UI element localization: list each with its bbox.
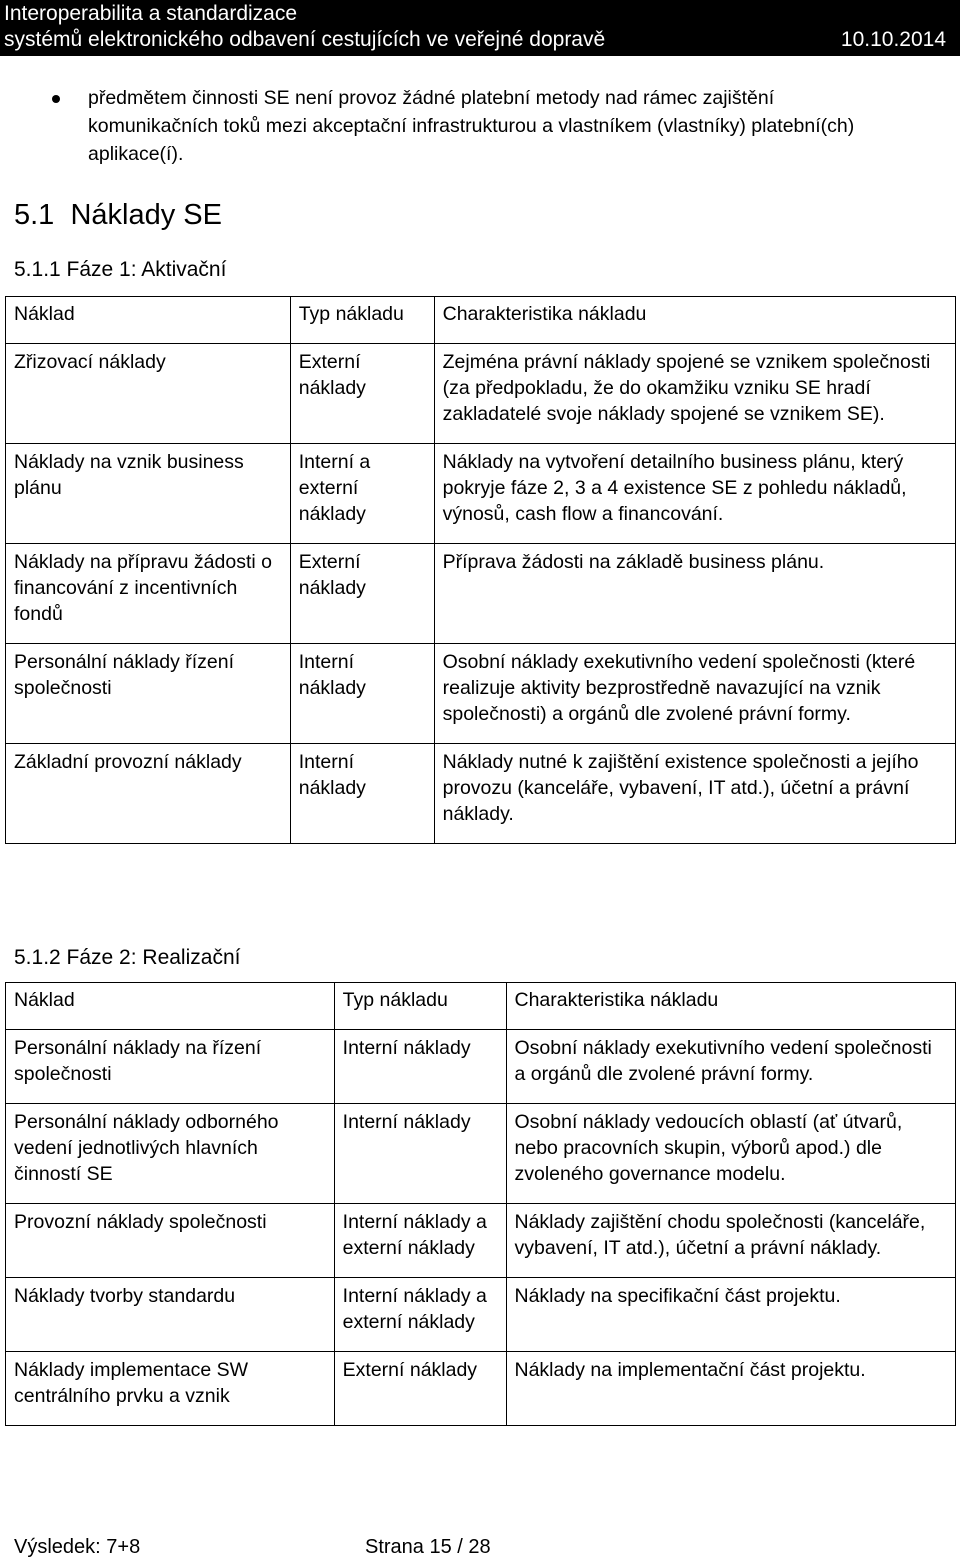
table-row	[6, 744, 956, 844]
table-cell: Zejména právní náklady spojené se vznikem společnosti (za předpokladu, že do okamžiku vzniku SE hradí zakladatelé svoje náklady spojené se vznikem SE).	[434, 344, 955, 444]
column-header: Náklad	[6, 297, 291, 344]
column-header: Náklad	[6, 983, 335, 1030]
table-cell: Personální náklady řízení společnosti	[6, 644, 291, 744]
table-cell: Náklady na implementační část projektu.	[506, 1352, 956, 1426]
bullet-text: předmětem činnosti SE není provoz žádné platební metody nad rámec zajištění komunikačních toků mezi akceptační infrastrukturou a vlastníkem (vlastníky) platební(ch) aplikace(í).	[88, 87, 855, 165]
table-cell: Náklady na vznik business plánu	[6, 444, 291, 544]
table-cell: Interní a externí náklady	[290, 444, 434, 544]
table-cell: Náklady implementace SW centrálního prvku a vznik	[6, 1352, 335, 1426]
section-heading	[14, 199, 222, 232]
table-row	[6, 644, 956, 744]
table-cell: Interní náklady	[334, 1030, 506, 1104]
table-row	[6, 544, 956, 644]
table-cell: Náklady zajištění chodu společnosti (kanceláře, vybavení, IT atd.), účetní a právní náklady.	[506, 1204, 956, 1278]
table-cell: Externí náklady	[290, 344, 434, 444]
table-cell: Osobní náklady exekutivního vedení společnosti a orgánů dle zvolené právní formy.	[506, 1030, 956, 1104]
phase1-table	[5, 296, 956, 844]
phase1-heading: 5.1.1 Fáze 1: Aktivační	[14, 258, 227, 281]
column-header: Charakteristika nákladu	[506, 983, 956, 1030]
table-header-row	[6, 297, 956, 344]
table-cell: Základní provozní náklady	[6, 744, 291, 844]
table-cell: Osobní náklady vedoucích oblastí (ať útvarů, nebo pracovních skupin, výborů apod.) dle zvoleného governance modelu.	[506, 1104, 956, 1204]
table-row	[6, 1030, 956, 1104]
document-header	[0, 0, 960, 56]
table-row	[6, 1204, 956, 1278]
footer-result: Výsledek: 7+8	[14, 1536, 141, 1558]
table-cell: Externí náklady	[290, 544, 434, 644]
table-cell: Příprava žádosti na základě business plánu.	[434, 544, 955, 644]
table-cell: Zřizovací náklady	[6, 344, 291, 444]
table-row	[6, 1352, 956, 1426]
table-row	[6, 344, 956, 444]
table-cell: Náklady nutné k zajištění existence společnosti a jejího provozu (kanceláře, vybavení, IT atd.), účetní a právní náklady.	[434, 744, 955, 844]
column-header: Charakteristika nákladu	[434, 297, 955, 344]
section-title: Náklady SE	[70, 199, 222, 231]
table-cell: Interní náklady	[290, 644, 434, 744]
table-row	[6, 444, 956, 544]
footer-page-number: Strana 15 / 28	[365, 1536, 491, 1558]
table-cell: Interní náklady a externí náklady	[334, 1204, 506, 1278]
table-cell: Provozní náklady společnosti	[6, 1204, 335, 1278]
phase2-table	[5, 982, 956, 1426]
table-cell: Náklady tvorby standardu	[6, 1278, 335, 1352]
table-cell: Interní náklady a externí náklady	[334, 1278, 506, 1352]
header-title-line2: systémů elektronického odbavení cestujících ve veřejné dopravě	[4, 28, 606, 51]
section-number: 5.1	[14, 199, 55, 231]
column-header: Typ nákladu	[334, 983, 506, 1030]
column-header: Typ nákladu	[290, 297, 434, 344]
table-cell: Personální náklady na řízení společnosti	[6, 1030, 335, 1104]
table-cell: Osobní náklady exekutivního vedení společnosti (které realizuje aktivity bezprostředně navazující na vznik společnosti) a orgánů dle zvolené právní formy.	[434, 644, 955, 744]
table-row	[6, 1278, 956, 1352]
table-cell: Externí náklady	[334, 1352, 506, 1426]
table-cell: Personální náklady odborného vedení jednotlivých hlavních činností SE	[6, 1104, 335, 1204]
table-cell: Náklady na vytvoření detailního business plánu, který pokryje fáze 2, 3 a 4 existence SE z pohledu nákladů, výnosů, cash flow a financování.	[434, 444, 955, 544]
table-row	[6, 1104, 956, 1204]
table-header-row	[6, 983, 956, 1030]
table-cell: Interní náklady	[290, 744, 434, 844]
header-title-line1: Interoperabilita a standardizace	[4, 2, 298, 25]
phase2-heading: 5.1.2 Fáze 2: Realizační	[14, 946, 241, 969]
table-cell: Náklady na specifikační část projektu.	[506, 1278, 956, 1352]
table-cell: Interní náklady	[334, 1104, 506, 1204]
header-date: 10.10.2014	[840, 28, 946, 51]
table-cell: Náklady na přípravu žádosti o financování z incentivních fondů	[6, 544, 291, 644]
bullet-icon	[52, 95, 60, 103]
